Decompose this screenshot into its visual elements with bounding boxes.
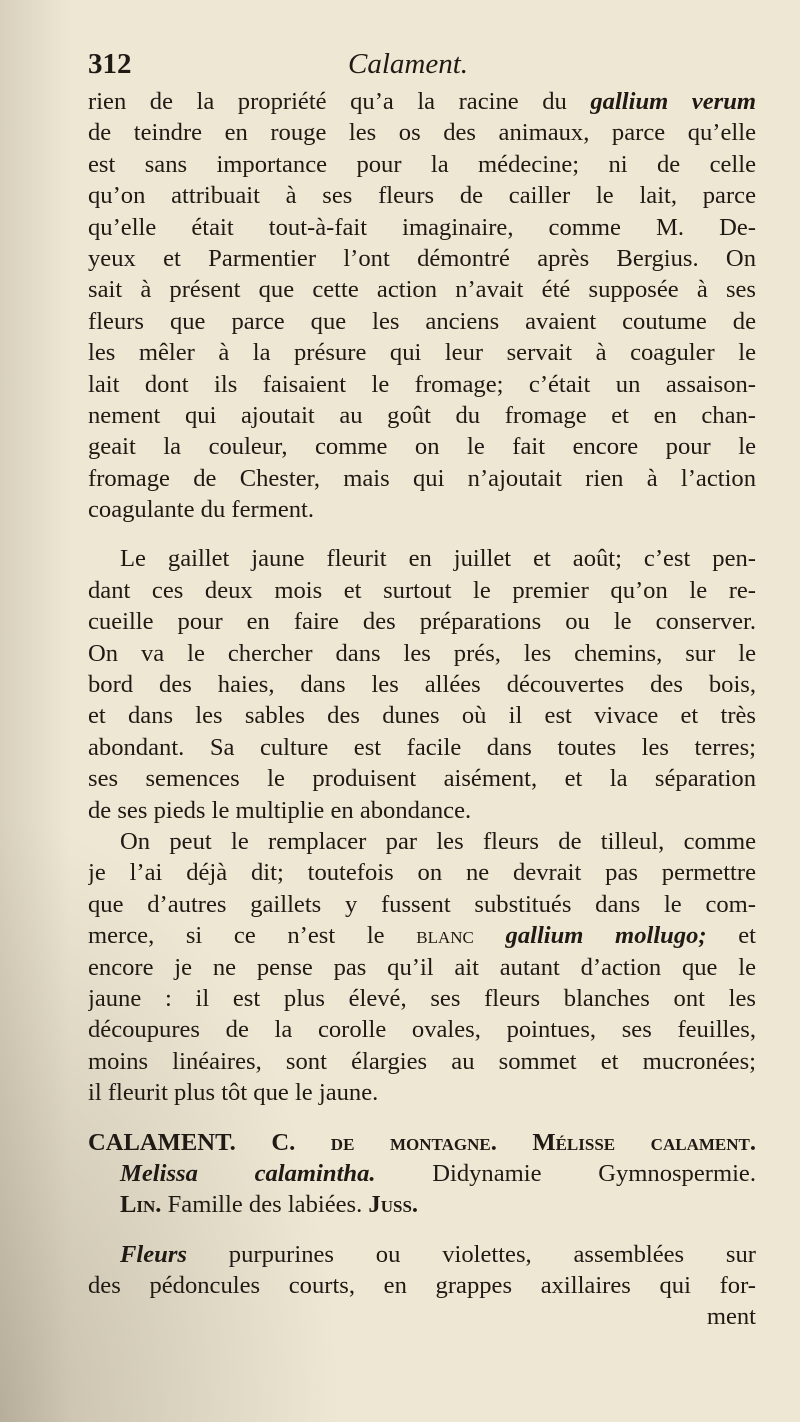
text-line: de ses pieds le multiplie en abondance. (88, 796, 472, 824)
text-line: rien de la propriété qu’a la racine du gallium verum (88, 88, 756, 115)
text-line: moins linéaires, sont élargies au sommet et mucronées; (88, 1047, 756, 1075)
text-line: merce, si ce n’est le blanc gallium mollugo; et (88, 922, 756, 950)
author-juss: Juss. (368, 1191, 419, 1219)
small-caps-term: blanc (416, 922, 474, 950)
text-line: fleurs que parce que les anciens avaient coutume de (88, 307, 756, 335)
text-line: des pédoncules courts, en grappes axillaires qui for- (88, 1272, 756, 1300)
text-line: On peut le remplacer par les fleurs de tilleul, comme (120, 827, 756, 855)
text-line: les mêler à la présure qui leur servait à coaguler le (88, 339, 756, 367)
text-line: yeux et Parmentier l’ont démontré après Bergius. On (88, 244, 756, 272)
text-line: Le gaillet jaune fleurit en juillet et août; c’est pen- (120, 545, 756, 573)
text-line: nement qui ajoutait au goût du fromage et en chan- (88, 401, 756, 429)
text-line: est sans importance pour la médecine; ni de celle (88, 150, 756, 178)
text-line: jaune : il est plus élevé, ses fleurs blanches ont les (88, 984, 756, 1012)
author-lin: Lin. (120, 1191, 162, 1219)
text-line: fromage de Chester, mais qui n’ajoutait rien à l’action (88, 464, 756, 492)
text-line: encore je ne pense pas qu’il ait autant d’action que le (88, 953, 756, 981)
text-line: coagulante du ferment. (88, 496, 315, 524)
text-line: lait dont ils faisaient le fromage; c’était un assaison- (88, 370, 756, 398)
text-line: ses semences le produisent aisément, et la séparation (88, 765, 756, 793)
text-line: découpures de la corolle ovales, pointues, ses feuilles, (88, 1016, 756, 1044)
text-line: cueille pour en faire des préparations ou le conserver. (88, 608, 756, 636)
text-line: qu’elle était tout-à-fait imaginaire, comme M. De- (88, 213, 756, 241)
text-line: Lin. Famille des labiées. Juss. (120, 1191, 419, 1219)
text-line: Melissa calamintha. Didynamie Gymnospermie. (120, 1159, 756, 1187)
text-line: On va le chercher dans les prés, les chemins, sur le (88, 639, 756, 667)
text-line: que d’autres gaillets y fussent substitués dans le com- (88, 890, 756, 918)
italic-term: Fleurs (120, 1240, 187, 1268)
text-line: je l’ai déjà dit; toutefois on ne devrait pas permettre (88, 859, 756, 887)
entry-heading (88, 1127, 756, 1158)
latin-term: gallium mollugo; (505, 922, 707, 950)
text-line: dant ces deux mois et surtout le premier qu’on le re- (88, 576, 756, 604)
text-line: bord des haies, dans les allées découvertes des bois, (88, 671, 756, 699)
body-text (88, 86, 756, 1333)
text-line: sait à présent que cette action n’avait été supposée à ses (88, 276, 756, 304)
latin-term: gallium verum (590, 88, 756, 115)
text-line: qu’on attribuait à ses fleurs de cailler le lait, parce (88, 182, 756, 210)
catchword: ment (706, 1303, 756, 1331)
entry-title: CALAMENT. C. (88, 1128, 296, 1156)
text-line: et dans les sables des dunes où il est vivace et très (88, 702, 756, 730)
text-line: geait la couleur, comme on le fait encore pour le (88, 433, 756, 461)
running-title: Calament. (348, 48, 469, 80)
latin-name: Melissa calamintha. (120, 1159, 376, 1187)
page-number: 312 (88, 48, 132, 80)
entry-subtitle: de montagne. Mélisse calament. (330, 1128, 756, 1156)
text-line: Fleurs purpurines ou violettes, assemblées sur (120, 1240, 756, 1268)
text-line: abondant. Sa culture est facile dans toutes les terres; (88, 733, 756, 761)
page-header (88, 48, 768, 88)
text-line: il fleurit plus tôt que le jaune. (88, 1079, 379, 1107)
text-line: de teindre en rouge les os des animaux, parce qu’elle (88, 119, 756, 147)
